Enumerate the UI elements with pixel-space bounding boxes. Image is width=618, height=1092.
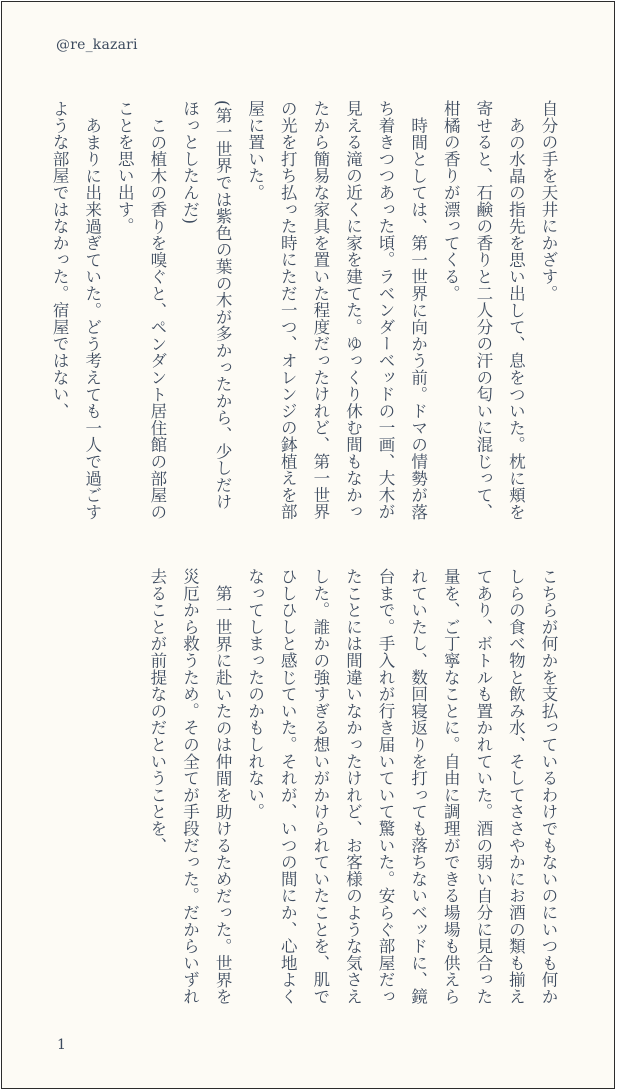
- paragraph: こちらが何かを支払っているわけでもないのにいつも何かしらの食べ物と飲み水、そしてささやかにお酒の類も揃えてあり、ボトルも置かれていた。酒の弱い自分に見合った量を、ご丁寧なことに。自由に調理ができる場場も供えられていたし、数回寝返りを打っても落ちないベッドに、鏡台まで。手入れが行き届いていて驚いた。安らぐ部屋だったことには間違いなかったけれど、お客様のような気さえした。誰かの強すぎる想いがかけられていたことを、肌でひしひしと感じていた。それが、いつの間にか、心地よくなってしまったのかもしれない。: [245, 568, 558, 1005]
- paragraph: この植木の香りを嗅ぐと、ペンダント居住館の部屋のことを思い出す。: [115, 100, 167, 520]
- author-handle: @re_kazari: [56, 37, 138, 53]
- paragraph: あまりに出来過ぎていた。どう考えても一人で過ごすような部屋ではなかった。宿屋ではない、: [50, 100, 102, 520]
- paragraph: 時間としては、第一世界に向かう前。ドマの情勢が落ち着きつつあった頃。ラベンダーベッドの一画、大木が見える滝の近くに家を建てた。ゆっくり休む間もなかったから簡易な家具を置いた程度だったけれど、第一世界の光を打ち払った時にただ一つ、オレンジの鉢植えを部屋に置いた。: [245, 100, 428, 520]
- paragraph: あの水晶の指先を思い出して、息をついた。枕に頬を寄せると、石鹸の香りと二人分の汗の匂いに混じって、柑橘の香りが漂ってくる。: [441, 100, 526, 520]
- page-number: 1: [57, 1037, 66, 1053]
- paragraph: 自分の手を天井にかざす。: [539, 100, 558, 302]
- document-page: [1, 1, 615, 1089]
- paragraph: (第一世界では紫色の葉の木が多かったから、少しだけほっとしたんだ): [180, 100, 233, 510]
- paragraph: 第一世界に赴いたのは仲間を助けるためだった。世界を災厄から救うため。その全てが手段だった。だからいずれ去ることが前提なのだということを、: [147, 568, 233, 1005]
- top-text-block: [44, 100, 564, 520]
- bottom-text-block: [44, 568, 564, 1018]
